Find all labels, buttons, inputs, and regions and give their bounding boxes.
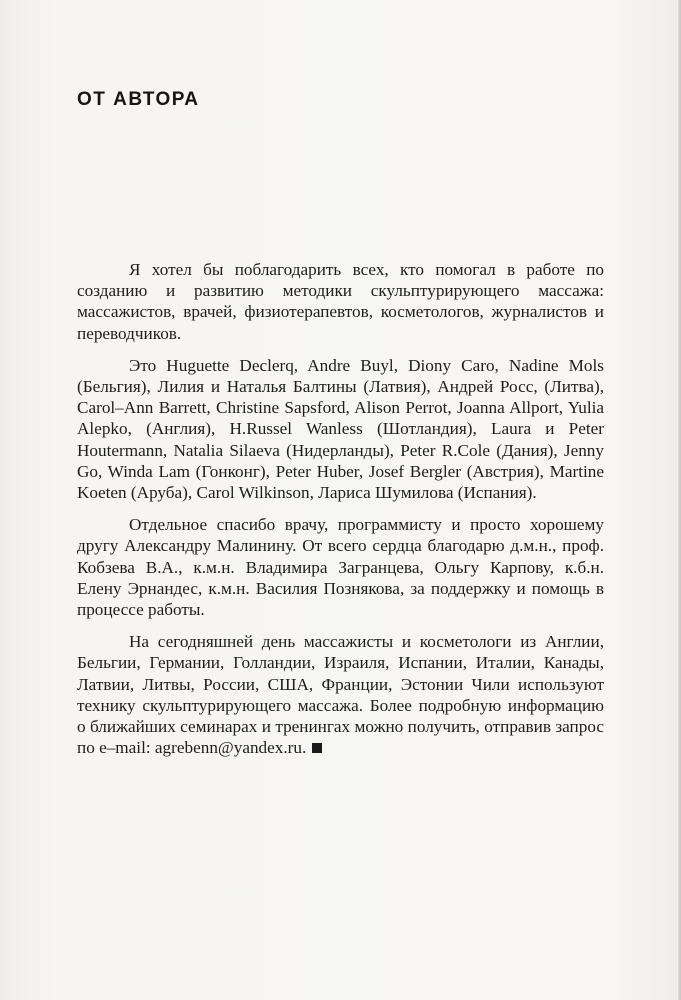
paragraph-countries bbox=[77, 631, 604, 758]
paragraph-countries-text: На сегодняшней день массажисты и косметологи из Англии, Бельгии, Германии, Голландии, Израиля, Испании, Италии, Канады, Латвии, Литвы, России, США, Франции, Эстонии Чили используют технику скульптурирующего массажа. Более подробную информацию о ближайших семинарах и тренингах можно получить, отправив запрос по e–mail: agrebenn@yandex.ru. bbox=[77, 632, 604, 758]
paragraph-thanks: Я хотел бы поблагодарить всех, кто помогал в работе по созданию и развитию методики скульптурирующего массажа: массажистов, врачей, физиотерапевтов, косметологов, журналистов и переводчиков. bbox=[77, 260, 604, 343]
end-of-text-mark bbox=[312, 743, 322, 753]
paragraph-names: Это Huguette Declerq, Andre Buyl, Diony Caro, Nadine Mols (Бельгия), Лилия и Наталья Балтины (Латвия), Андрей Росс, (Литва), Carol–Ann Barrett, Christine Sapsford, Alison Perrot, Joanna Allport, Yulia Alepko, (Англия), H.Russel Wanless (Шотландия), Laura и Peter Houtermann, Natalia Silaeva (Нидерланды), Peter R.Cole (Дания), Jenny Go, Winda Lam (Гонконг), Peter Huber, Josef Bergler (Австрия), Martine Koeten (Аруба), Carol Wilkinson, Лариса Шумилова (Испания). bbox=[77, 355, 604, 503]
paragraph-special-thanks: Отдельное спасибо врачу, программисту и просто хорошему другу Александру Малинину. От всего сердца благодарю д.м.н., проф. Кобзева В.А., к.м.н. Владимира Загранцева, Ольгу Карпову, к.б.н. Елену Эрнандес, к.м.н. Василия Познякова, за поддержку и помощь в процессе работы. bbox=[77, 515, 604, 620]
body-text bbox=[77, 259, 604, 769]
section-heading: ОТ АВТОРА bbox=[77, 89, 200, 110]
